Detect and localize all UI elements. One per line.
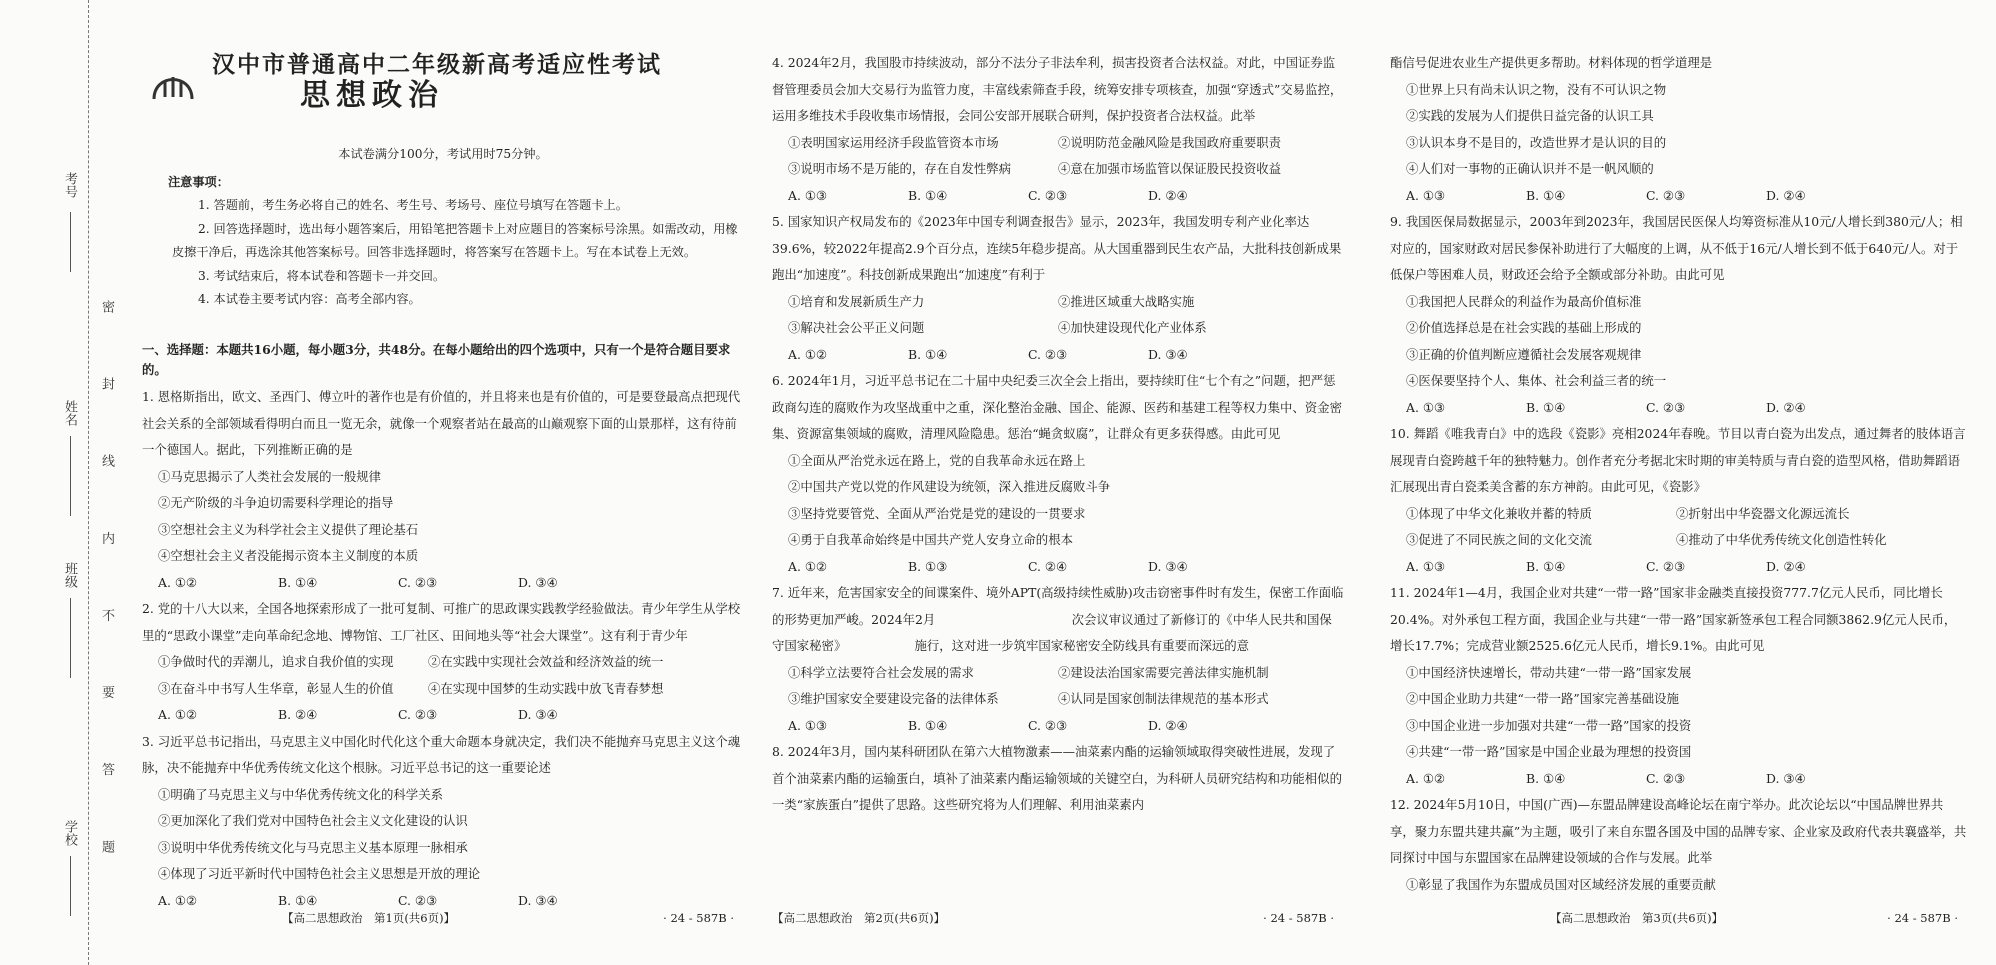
choice-c: C. ②③ xyxy=(398,574,438,590)
choice-a: A. ①② xyxy=(158,892,198,908)
question-option: ③说明市场不是万能的，存在自发性弊病 xyxy=(788,161,1012,176)
choice-a: A. ①② xyxy=(158,707,198,722)
page-footer xyxy=(142,905,744,932)
question-1 xyxy=(142,384,744,596)
footer-code: · 24 - 587B · xyxy=(1887,911,1958,925)
choice-c: C. ②③ xyxy=(1028,717,1068,733)
choice-b: B. ①④ xyxy=(1526,187,1566,203)
question-option: ①争做时代的弄潮儿，追求自我价值的实现 xyxy=(158,654,394,669)
page-footer xyxy=(1390,905,1968,932)
question-stem: 9. 我国医保局数据显示，2003年到2023年，我国居民医保人均筹资标准从10元/人增长到380元/人；相对应的，国家财政对居民参保补助进行了大幅度的上调，从不低于16元/人增长到不低于640元/人。对于低保户等困难人员，财政还会给予全额或部分补助。由此可见 xyxy=(1390,214,1963,282)
question-option: ②中国共产党以党的作风建设为统领，深入推进反腐败斗争 xyxy=(788,479,1111,494)
choice-b: B. ①④ xyxy=(278,892,318,908)
question-stem: 8. 2024年3月，国内某科研团队在第六大植物激素——油菜素内酯的运输领域取得突破性进展，发现了首个油菜素内酯的运输蛋白，填补了油菜素内酯运输领域的关键空白，为科研人员研究结构和功能相似的一类“家族蛋白”提供了思路。这些研究将为人们理解、利用油菜素内 xyxy=(772,744,1342,812)
question-option: ④加快建设现代化产业体系 xyxy=(1058,320,1207,335)
question-option: ④在实现中国梦的生动实践中放飞青春梦想 xyxy=(428,680,664,696)
question-stem: 7. 近年来，危害国家安全的间谍案件、境外APT(高级持续性威胁)攻击窃密事件时有发生，保密工作面临的形势更加严峻。2024年2月 次会议审议通过了新修订的《中华人民共和国保守国家秘密》 施行，这对进一步筑牢国家秘密安全防线具有重要而深远的意 xyxy=(772,585,1344,653)
question-7 xyxy=(772,580,1344,739)
answer-choices xyxy=(772,183,1344,210)
field-class: 班级 xyxy=(62,562,77,588)
choice-b: B. ①④ xyxy=(278,574,318,590)
footer-page-label: 【高二思想政治 第3页(共6页)】 xyxy=(1550,911,1724,925)
question-option-row xyxy=(772,156,1344,183)
question-option-row xyxy=(772,686,1344,713)
answer-choices xyxy=(772,713,1344,740)
exam-header xyxy=(212,51,662,113)
footer-code: · 24 - 587B · xyxy=(1263,911,1334,925)
question-option-row xyxy=(772,289,1344,316)
question-8 xyxy=(772,739,1344,819)
notice-item: 1. 答题前，考生务必将自己的姓名、考生号、考场号、座位号填写在答题卡上。 xyxy=(198,198,628,212)
question-option: ①彰显了我国作为东盟成员国对区域经济发展的重要贡献 xyxy=(1406,876,1716,892)
question-2 xyxy=(142,596,744,729)
column-page-3 xyxy=(1390,0,1968,965)
choice-b: B. ①④ xyxy=(908,717,948,733)
footer-page-label: 【高二思想政治 第2页(共6页)】 xyxy=(772,911,946,925)
column-page-1 xyxy=(142,0,744,965)
choice-d: D. ②④ xyxy=(1766,187,1806,203)
choice-b: B. ①④ xyxy=(1526,770,1566,786)
choice-c: C. ②③ xyxy=(1028,187,1068,203)
question-option-row xyxy=(772,315,1344,342)
choice-c: C. ②④ xyxy=(1028,558,1068,574)
answer-choices xyxy=(1390,766,1968,793)
question-option: ①明确了马克思主义与中华优秀传统文化的科学关系 xyxy=(158,786,443,802)
question-option: ①中国经济快速增长，带动共建“一带一路”国家发展 xyxy=(1406,664,1692,680)
choice-c: C. ②③ xyxy=(398,892,438,908)
question-stem: 10. 舞蹈《唯我青白》中的选段《瓷影》亮相2024年春晚。节目以青白瓷为出发点，通过舞者的肢体语言展现青白瓷跨越千年的独特魅力。创作者充分考据北宋时期的审美特质与青白瓷的造型风格，借助舞蹈语汇展现出青白瓷柔美含蓄的东方神韵。由此可见，《瓷影》 xyxy=(1390,426,1966,494)
choice-d: D. ②④ xyxy=(1148,187,1188,203)
choice-c: C. ②③ xyxy=(1028,346,1068,362)
page-footer xyxy=(772,905,1344,932)
choice-b: B. ①④ xyxy=(1526,399,1566,415)
notice-block xyxy=(142,143,744,312)
answer-choices xyxy=(1390,395,1968,422)
notice-title: 注意事项： xyxy=(168,174,229,189)
field-line xyxy=(70,436,71,516)
footer-code: · 24 - 587B · xyxy=(663,911,734,925)
choice-c: C. ②③ xyxy=(1646,399,1686,415)
choice-b: B. ①③ xyxy=(908,558,948,574)
choice-a: A. ①② xyxy=(788,558,828,574)
question-option: ④空想社会主义者没能揭示资本主义制度的本质 xyxy=(158,548,419,563)
question-4 xyxy=(772,50,1344,209)
choice-a: A. ①③ xyxy=(788,187,828,203)
question-stem: 5. 国家知识产权局发布的《2023年中国专利调查报告》显示，2023年，我国发明专利产业化率达39.6%，较2022年提高2.9个百分点，连续5年稳步提高。从大国重器到民生农产品，大批科技创新成果跑出“加速度”。科技创新成果跑出“加速度”有利于 xyxy=(772,214,1342,282)
choice-d: D. ②④ xyxy=(1148,717,1188,733)
question-stem: 3. 习近平总书记指出，马克思主义中国化时代化这个重大命题本身就决定，我们决不能抛弃马克思主义这个魂脉，决不能抛弃中华优秀传统文化这个根脉。习近平总书记的这一重要论述 xyxy=(142,733,741,775)
subject-title: 思想政治 xyxy=(300,77,444,113)
choice-b: B. ①④ xyxy=(908,187,948,203)
question-option: ②推进区域重大战略实施 xyxy=(1058,293,1195,309)
question-option: ④人们对一事物的正确认识并不是一帆风顺的 xyxy=(1406,161,1654,176)
choice-a: A. ①③ xyxy=(1406,399,1446,415)
question-option-row xyxy=(772,660,1344,687)
question-option: ③说明中华优秀传统文化与马克思主义基本原理一脉相承 xyxy=(158,839,468,855)
choice-a: A. ①③ xyxy=(1406,187,1446,203)
question-option: ①表明国家运用经济手段监管资本市场 xyxy=(788,134,999,150)
choice-d: D. ②④ xyxy=(1766,399,1806,415)
question-option: ②说明防范金融风险是我国政府重要职责 xyxy=(1058,134,1282,150)
question-option: ②无产阶级的斗争迫切需要科学理论的指导 xyxy=(158,495,394,510)
question-option: ②价值选择总是在社会实践的基础上形成的 xyxy=(1406,320,1642,335)
answer-choices xyxy=(1390,554,1968,581)
question-8-continued xyxy=(1390,50,1968,209)
field-line xyxy=(70,598,71,678)
question-9 xyxy=(1390,209,1968,421)
question-option: ④医保要坚持个人、集体、社会利益三者的统一 xyxy=(1406,373,1667,388)
choice-d: D. ③④ xyxy=(518,892,558,908)
choice-d: D. ③④ xyxy=(518,574,558,590)
question-option-row xyxy=(1390,501,1968,528)
question-option: ①世界上只有尚未认识之物，没有不可认识之物 xyxy=(1406,81,1667,97)
question-option-row xyxy=(1390,527,1968,554)
question-12 xyxy=(1390,792,1968,898)
questions-col-2 xyxy=(772,50,1344,819)
field-line xyxy=(70,212,71,272)
choice-c: C. ②③ xyxy=(1646,558,1686,574)
choice-c: C. ②③ xyxy=(1646,187,1686,203)
footer-page-label: 【高二思想政治 第1页(共6页)】 xyxy=(282,911,456,925)
binding-strip xyxy=(0,0,140,965)
question-stem: 6. 2024年1月，习近平总书记在二十届中央纪委三次全会上指出，要持续盯住“七个有之”问题，把严惩政商勾连的腐败作为攻坚战重中之重，深化整治金融、国企、能源、医药和基建工程等权力集中、资金密集、资源富集领域的腐败，清理风险隐患。惩治“蝇贪蚁腐”，让群众有更多获得感。由此可见 xyxy=(772,373,1342,441)
question-stem: 酯信号促进农业生产提供更多帮助。材料体现的哲学道理是 xyxy=(1390,55,1713,70)
question-option-row xyxy=(142,649,744,676)
question-option: ③空想社会主义为科学社会主义提供了理论基石 xyxy=(158,521,419,537)
question-option: ①科学立法要符合社会发展的需求 xyxy=(788,664,974,680)
question-option: ③正确的价值判断应遵循社会发展客观规律 xyxy=(1406,346,1642,362)
question-option: ③解决社会公平正义问题 xyxy=(788,320,925,335)
question-option: ①培育和发展新质生产力 xyxy=(788,293,925,309)
choice-b: B. ①④ xyxy=(1526,558,1566,574)
field-exam-number: 考号 xyxy=(62,172,77,198)
question-11 xyxy=(1390,580,1968,792)
question-option: ②中国企业助力共建“一带一路”国家完善基础设施 xyxy=(1406,691,1679,706)
notice-item: 3. 考试结束后，将本试卷和答题卡一并交回。 xyxy=(198,268,446,283)
question-option: ②建设法治国家需要完善法律实施机制 xyxy=(1058,664,1269,680)
choice-a: A. ①③ xyxy=(1406,558,1446,574)
question-option: ②在实践中实现社会效益和经济效益的统一 xyxy=(428,654,664,669)
field-school: 学校 xyxy=(62,820,77,846)
choice-d: D. ③④ xyxy=(1148,346,1188,362)
choice-d: D. ②④ xyxy=(1766,558,1806,574)
answer-choices xyxy=(772,554,1344,581)
question-option-row xyxy=(772,130,1344,157)
notice-item: 4. 本试卷主要考试内容：高考全部内容。 xyxy=(198,292,421,306)
choice-b: B. ②④ xyxy=(278,707,318,722)
answer-choices xyxy=(772,342,1344,369)
choice-b: B. ①④ xyxy=(908,346,948,362)
column-page-2 xyxy=(772,0,1344,965)
question-stem: 1. 恩格斯指出，欧文、圣西门、傅立叶的著作也是有价值的，并且将来也是有价值的，可是要登最高点把现代社会关系的全部领域看得明白而且一览无余，就像一个观察者站在最高的山巅观察下面的山景那样，这有待前一个德国人。据此，下列推断正确的是 xyxy=(142,389,741,457)
seal-line xyxy=(88,0,89,965)
choice-c: C. ②③ xyxy=(398,707,438,722)
question-option: ④共建“一带一路”国家是中国企业最为理想的投资国 xyxy=(1406,744,1692,759)
question-option: ③促进了不同民族之间的文化交流 xyxy=(1406,532,1592,547)
question-5 xyxy=(772,209,1344,368)
question-option: ③维护国家安全要建设完备的法律体系 xyxy=(788,691,999,706)
answer-choices xyxy=(142,702,744,729)
score-info: 本试卷满分100分，考试用时75分钟。 xyxy=(338,147,548,161)
question-option: ④勇于自我革命始终是中国共产党人安身立命的根本 xyxy=(788,532,1073,547)
answer-choices xyxy=(1390,183,1968,210)
question-option: ①马克思揭示了人类社会发展的一般规律 xyxy=(158,468,382,484)
question-option: ②实践的发展为人们提供日益完备的认识工具 xyxy=(1406,108,1654,123)
section-heading: 一、选择题：本题共16小题，每小题3分，共48分。在每小题给出的四个选项中，只有一个是符合题目要求的。 xyxy=(142,342,731,377)
question-10 xyxy=(1390,421,1968,580)
question-option: ①体现了中华文化兼收并蓄的特质 xyxy=(1406,505,1592,521)
question-option: ③坚持党要管党、全面从严治党是党的建设的一贯要求 xyxy=(788,505,1086,521)
question-option-row xyxy=(142,676,744,703)
question-stem: 2. 党的十八大以来，全国各地探索形成了一批可复制、可推广的思政课实践教学经验做法。青少年学生从学校里的“思政小课堂”走向革命纪念地、博物馆、工厂社区、田间地头等“社会大课堂”。这有利于青少年 xyxy=(142,601,741,643)
notice-item: 2. 回答选择题时，选出每小题答案后，用铅笔把答题卡上对应题目的答案标号涂黑。如需改动，用橡皮擦干净后，再选涂其他答案标号。回答非选择题时，将答案写在答题卡上。写在本试卷上无效。 xyxy=(172,221,738,259)
field-line xyxy=(70,856,71,916)
choice-a: A. ①② xyxy=(1406,770,1446,786)
choice-a: A. ①③ xyxy=(788,717,828,733)
choice-a: A. ①② xyxy=(788,346,828,362)
question-option: ④认同是国家创制法律规范的基本形式 xyxy=(1058,691,1269,706)
choice-c: C. ②③ xyxy=(1646,770,1686,786)
answer-choices xyxy=(142,570,744,597)
question-option: ④意在加强市场监管以保证股民投资收益 xyxy=(1058,161,1282,176)
question-option: ②折射出中华瓷器文化源远流长 xyxy=(1676,505,1850,521)
question-stem: 11. 2024年1—4月，我国企业对共建“一带一路”国家非金融类直接投资777.7亿元人民币，同比增长20.4%。对外承包工程方面，我国企业与共建“一带一路”国家新签承包工程合同额3862.9亿元人民币，增长17.7%；完成营业额2525.6亿元人民币，增长9.1%。由此可见 xyxy=(1390,585,1957,653)
choice-d: D. ③④ xyxy=(518,707,558,722)
question-option: ①我国把人民群众的利益作为最高价值标准 xyxy=(1406,293,1642,309)
choice-d: D. ③④ xyxy=(1766,770,1806,786)
question-option: ④推动了中华优秀传统文化创造性转化 xyxy=(1676,532,1887,547)
question-3 xyxy=(142,729,744,915)
choice-a: A. ①② xyxy=(158,574,198,590)
questions-col-1 xyxy=(142,340,744,914)
question-option: ③认识本身不是目的，改造世界才是认识的目的 xyxy=(1406,134,1667,150)
question-stem: 4. 2024年2月，我国股市持续波动，部分不法分子非法牟利，损害投资者合法权益。对此，中国证券监督管理委员会加大交易行为监管力度，丰富线索筛查手段，统筹安排专项核查，加强“穿透式”交易监控，运用多维技术手段收集市场情报，会同公安部开展联合研判，保护投资者合法权益。此举 xyxy=(772,55,1343,123)
question-stem: 12. 2024年5月10日，中国(广西)—东盟品牌建设高峰论坛在南宁举办。此次论坛以“中国品牌世界共享，聚力东盟共建共赢”为主题，吸引了来自东盟各国及中国的品牌专家、企业家及政府代表共襄盛举，共同探讨中国与东盟国家在品牌建设领域的合作与发展。此举 xyxy=(1390,797,1967,865)
question-option: ③在奋斗中书写人生华章，彰显人生的价值 xyxy=(158,680,394,696)
question-6 xyxy=(772,368,1344,580)
choice-d: D. ③④ xyxy=(1148,558,1188,574)
question-option: ③中国企业进一步加强对共建“一带一路”国家的投资 xyxy=(1406,717,1692,733)
field-name: 姓名 xyxy=(62,400,77,426)
question-option: ④体现了习近平新时代中国特色社会主义思想是开放的理论 xyxy=(158,866,481,881)
questions-col-3 xyxy=(1390,50,1968,898)
question-option: ①全面从严治党永远在路上，党的自我革命永远在路上 xyxy=(788,452,1086,468)
exam-title: 汉中市普通高中二年级新高考适应性考试 xyxy=(212,51,662,78)
seal-text: 密 封 线 内 不 要 答 题 xyxy=(99,300,114,883)
question-option: ②更加深化了我们党对中国特色社会主义文化建设的认识 xyxy=(158,813,468,828)
